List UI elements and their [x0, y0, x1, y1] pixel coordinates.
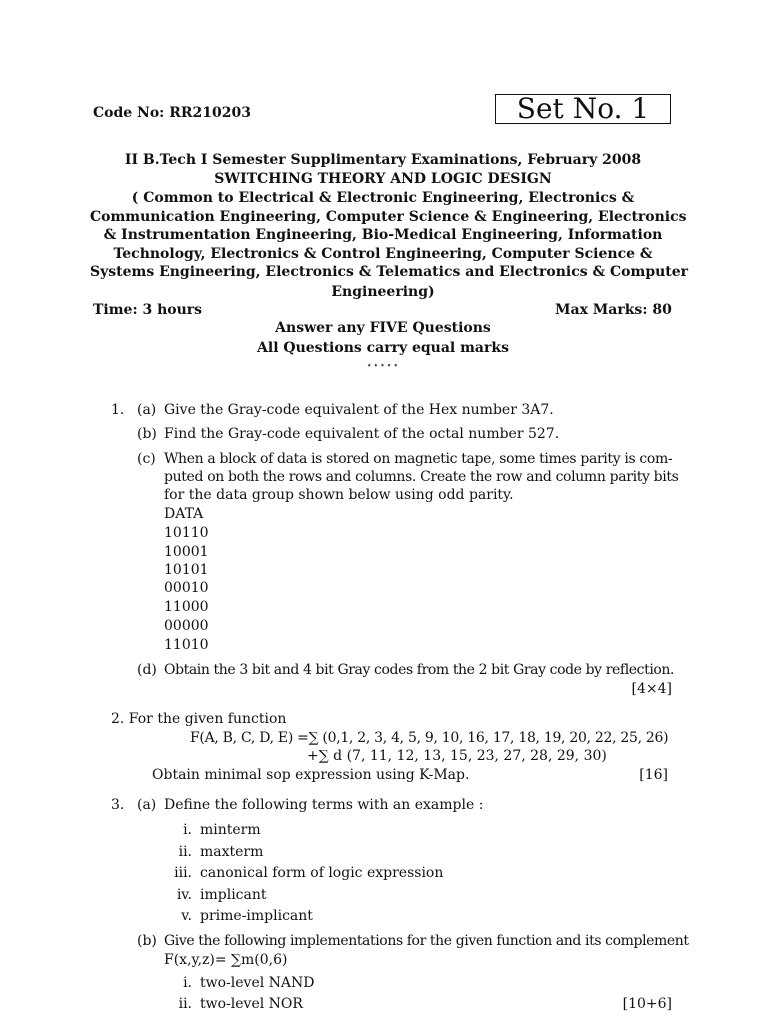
q3a-item-num: iii.	[174, 865, 192, 881]
q3-marks: [10+6]	[622, 996, 672, 1012]
data-row: 10001	[164, 544, 209, 560]
max-marks: Max Marks: 80	[555, 302, 672, 318]
q1c-line-3: for the data group shown below using odd parity.	[164, 487, 514, 503]
q1-marks: [4×4]	[631, 681, 672, 697]
q2-marks: [16]	[639, 767, 668, 783]
q1b-text: Find the Gray-code equivalent of the octal number 527.	[164, 426, 560, 442]
data-row: 11010	[164, 637, 209, 653]
q3a-item-text: prime-implicant	[200, 908, 313, 924]
q3b-item-text: two-level NOR	[200, 996, 303, 1012]
data-row: 00000	[164, 618, 209, 634]
subject-title: SWITCHING THEORY AND LOGIC DESIGN	[214, 171, 552, 187]
q1d-label: (d)	[137, 662, 157, 678]
q2-function-line-2: +∑ d (7, 11, 12, 13, 15, 23, 27, 28, 29, 30)	[307, 748, 607, 764]
set-number-box: Set No. 1	[495, 94, 671, 124]
q3b-item-num: ii.	[178, 996, 192, 1012]
q3a-item-text: canonical form of logic expression	[200, 865, 444, 881]
data-row: 10110	[164, 525, 209, 541]
q3a-item-text: implicant	[200, 887, 267, 903]
q3a-item-text: maxterm	[200, 844, 264, 860]
exam-time: Time: 3 hours	[93, 302, 203, 318]
q2-function-line-1: F(A, B, C, D, E) =∑ (0,1, 2, 3, 4, 5, 9, 10, 16, 17, 18, 19, 20, 22, 25, 26)	[190, 730, 669, 746]
common-line-2: Communication Engineering, Computer Science & Engineering, Electronics	[90, 209, 687, 225]
common-line-5: Systems Engineering, Electronics & Telematics and Electronics & Computer	[90, 264, 689, 280]
common-line-6: Engineering)	[331, 284, 435, 300]
q1d-text: Obtain the 3 bit and 4 bit Gray codes from the 2 bit Gray code by reflection.	[164, 662, 675, 678]
q3b-item-num: i.	[183, 975, 192, 991]
q2-intro: 2. For the given function	[111, 711, 287, 727]
q3b-text: Give the following implementations for the given function and its complement	[164, 933, 689, 949]
q3a-item-num: iv.	[176, 887, 192, 903]
common-line-3: & Instrumentation Engineering, Bio-Medical Engineering, Information	[103, 227, 663, 243]
q1c-label: (c)	[137, 451, 156, 467]
exam-title: II B.Tech I Semester Supplimentary Examinations, February 2008	[124, 152, 642, 168]
q1b-label: (b)	[137, 426, 157, 442]
data-row: 11000	[164, 599, 209, 615]
code-number: Code No: RR210203	[93, 105, 251, 121]
q1a-text: Give the Gray-code equivalent of the Hex number 3A7.	[164, 402, 554, 418]
q3a-item-text: minterm	[200, 822, 261, 838]
data-row: 00010	[164, 580, 209, 596]
common-line-1: ( Common to Electrical & Electronic Engineering, Electronics &	[131, 190, 635, 206]
instruction-answer: Answer any FIVE Questions	[275, 320, 491, 336]
instruction-marks: All Questions carry equal marks	[257, 340, 509, 356]
q3a-text: Define the following terms with an example :	[164, 797, 484, 813]
q3a-item-num: i.	[183, 822, 192, 838]
q3b-function: F(x,y,z)= ∑m(0,6)	[164, 952, 288, 968]
q3b-item-text: two-level NAND	[200, 975, 315, 991]
q1c-line-1: When a block of data is stored on magnetic tape, some times parity is com-	[164, 451, 673, 467]
q2-task: Obtain minimal sop expression using K-Map.	[152, 767, 470, 783]
data-header: DATA	[164, 506, 204, 522]
q3-number: 3.	[111, 797, 125, 813]
q3a-item-num: ii.	[178, 844, 192, 860]
separator-stars: ⋆⋆⋆⋆⋆	[366, 361, 400, 371]
q3a-label: (a)	[137, 797, 157, 813]
q3b-label: (b)	[137, 933, 157, 949]
common-line-4: Technology, Electronics & Control Engineering, Computer Science &	[113, 246, 653, 262]
q1-number: 1.	[111, 402, 125, 418]
q1c-line-2: puted on both the rows and columns. Create the row and column parity bits	[164, 469, 679, 485]
q3a-item-num: v.	[181, 908, 192, 924]
data-row: 10101	[164, 562, 209, 578]
q1a-label: (a)	[137, 402, 157, 418]
